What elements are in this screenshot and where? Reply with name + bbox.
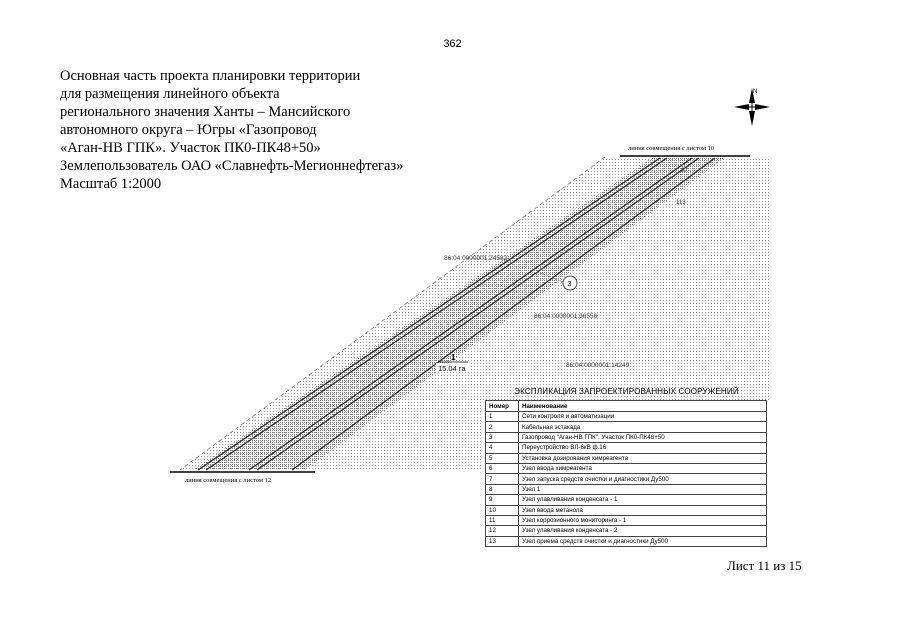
row-name: Кабельная эстакада bbox=[519, 422, 767, 432]
north-label: N bbox=[753, 89, 758, 95]
top-match-label: линия совмещения с листом 10 bbox=[628, 145, 715, 152]
row-name: Переустройство ВЛ-6кВ ф.16 bbox=[519, 443, 767, 453]
zone-area: 15.04 га bbox=[438, 364, 466, 373]
table-row bbox=[486, 422, 767, 432]
page-number: 362 bbox=[443, 38, 462, 50]
title-line: регионального значения Ханты – Мансийского bbox=[60, 104, 351, 120]
row-number: 13 bbox=[486, 536, 519, 546]
sheet-label: Лист 11 из 15 bbox=[727, 558, 802, 573]
title-line: Основная часть проекта планировки территории bbox=[60, 68, 361, 84]
row-number: 1 bbox=[486, 412, 519, 422]
title-line: Землепользователь ОАО «Славнефть-Мегионнефтегаз» bbox=[60, 158, 404, 174]
title-line: автономного округа – Югры «Газопровод bbox=[60, 122, 317, 138]
row-name: Сети контроля и автоматизации bbox=[519, 412, 767, 422]
north-arrow-icon bbox=[734, 88, 770, 126]
row-number: 4 bbox=[486, 443, 519, 453]
table-row bbox=[486, 432, 767, 442]
table-row bbox=[486, 412, 767, 422]
row-number: 12 bbox=[486, 526, 519, 536]
row-number: 3 bbox=[486, 432, 519, 442]
parcel-label: 86:04:0000001:36556 bbox=[534, 313, 598, 320]
header-name: Наименование bbox=[519, 401, 767, 412]
table-row bbox=[486, 536, 767, 546]
row-number: 5 bbox=[486, 453, 519, 463]
explication-title: ЭКСПЛИКАЦИЯ ЗАПРОЕКТИРОВАННЫХ СООРУЖЕНИЙ bbox=[514, 387, 739, 396]
title-line: «Аган-НВ ГПК». Участок ПК0-ПК48+50» bbox=[60, 140, 321, 156]
callout-number: 3 bbox=[567, 281, 572, 288]
parcel-label: 86:04:0000001:14249 bbox=[566, 362, 630, 369]
row-number: 6 bbox=[486, 463, 519, 473]
row-name: Узел приема средств очистки и диагностики Ду500 bbox=[519, 536, 767, 546]
table-row bbox=[486, 515, 767, 525]
bottom-match-label: линия совмещения с листом 12 bbox=[185, 477, 272, 484]
table-row bbox=[486, 463, 767, 473]
row-number: 7 bbox=[486, 474, 519, 484]
row-name: Газопровод "Аган-НВ ГПК". Участок ПК0-ПК48+50 bbox=[519, 432, 767, 442]
row-name: Узел ввода метанола bbox=[519, 505, 767, 515]
row-number: 2 bbox=[486, 422, 519, 432]
scale-line: Масштаб 1:2000 bbox=[60, 176, 162, 192]
table-row bbox=[486, 484, 767, 494]
header-number: Номер bbox=[486, 401, 519, 412]
row-name: Установка дозирования химреагента bbox=[519, 453, 767, 463]
table-row bbox=[486, 495, 767, 505]
row-name: Узел 1 bbox=[519, 484, 767, 494]
row-number: 9 bbox=[486, 495, 519, 505]
explication-table bbox=[485, 400, 767, 547]
point-label: 87 bbox=[681, 168, 688, 174]
table-row bbox=[486, 474, 767, 484]
row-name: Узел коррозионного мониторинга - 1 bbox=[519, 515, 767, 525]
row-name: Узел улавливания конденсата - 2 bbox=[519, 526, 767, 536]
row-name: Узел ввода химреагента bbox=[519, 463, 767, 473]
zone-number: 1 bbox=[451, 353, 456, 362]
table-row bbox=[486, 505, 767, 515]
row-number: 11 bbox=[486, 515, 519, 525]
title-line: для размещения линейного объекта bbox=[60, 86, 280, 102]
table-row bbox=[486, 526, 767, 536]
row-number: 10 bbox=[486, 505, 519, 515]
row-name: Узел улавливания конденсата - 1 bbox=[519, 495, 767, 505]
row-name: Узел запуска средств очистки и диагностики Ду500 bbox=[519, 474, 767, 484]
point-label: 113 bbox=[676, 200, 686, 206]
row-number: 8 bbox=[486, 484, 519, 494]
parcel-label: 86:04:0000001:24582 bbox=[444, 255, 508, 262]
table-row bbox=[486, 443, 767, 453]
table-row bbox=[486, 453, 767, 463]
